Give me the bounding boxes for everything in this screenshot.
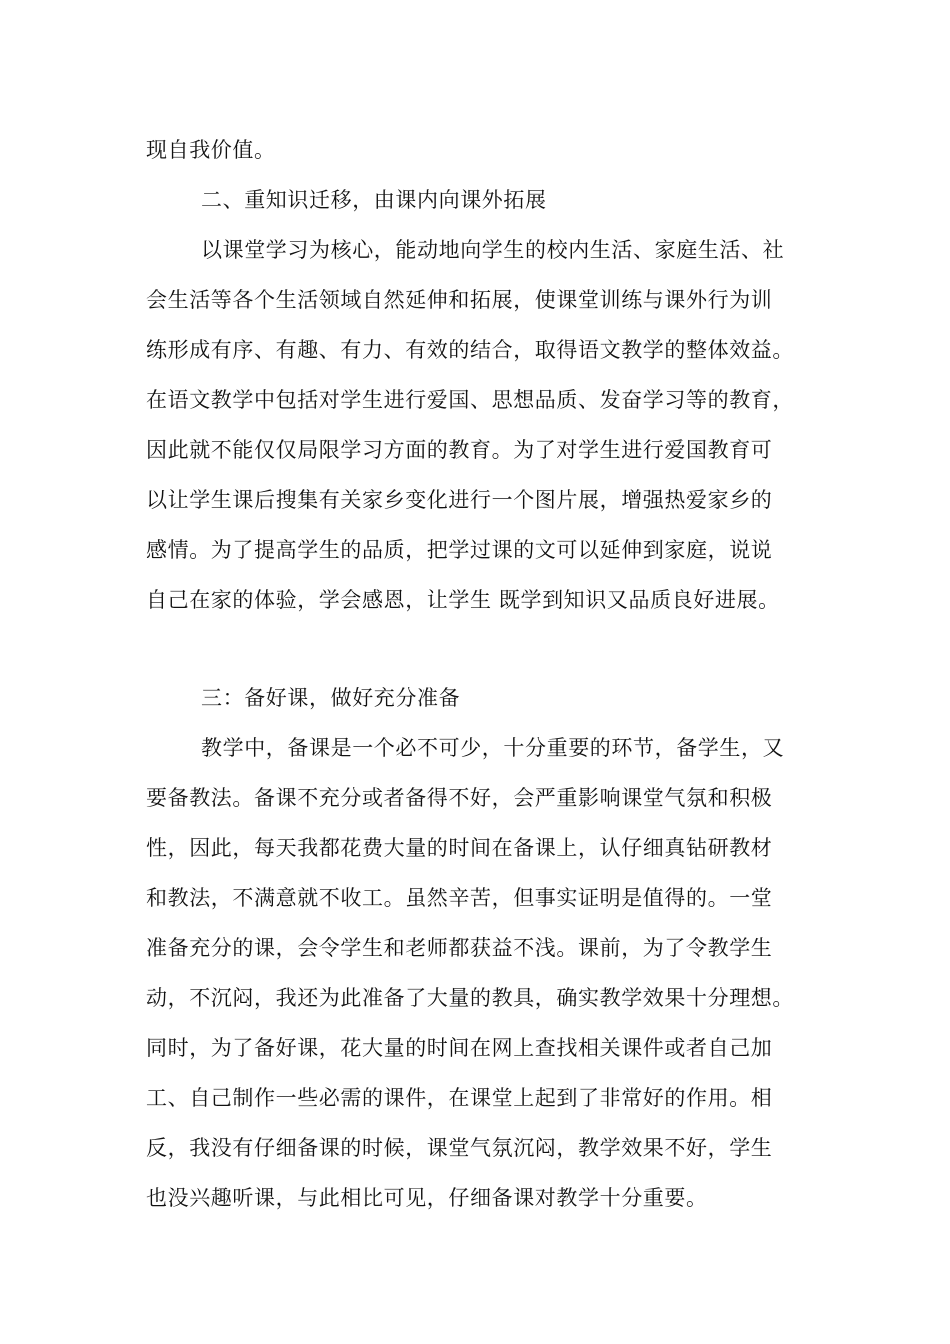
paragraph-5-line-8: 工、自己制作一些必需的课件，在课堂上起到了非常好的作用。相 — [146, 1086, 773, 1110]
paragraph-3-line-2: 会生活等各个生活领域自然延伸和拓展，使课堂训练与课外行为训 — [146, 288, 773, 312]
paragraph-1-line-1: 现自我价值。 — [146, 138, 276, 162]
paragraph-5-line-1: 教学中，备课是一个必不可少，十分重要的环节，备学生，又 — [201, 736, 785, 760]
paragraph-5-line-6: 动，不沉闷，我还为此准备了大量的教具，确实教学效果十分理想。 — [146, 986, 794, 1010]
paragraph-5-line-3: 性，因此，每天我都花费大量的时间在备课上，认仔细真钻研教材 — [146, 836, 773, 860]
paragraph-5-line-5: 准备充分的课，会令学生和老师都获益不浅。课前，为了令教学生 — [146, 936, 773, 960]
section-heading-2: 二、重知识迁移，由课内向课外拓展 — [201, 188, 547, 212]
paragraph-5-line-4: 和教法，不满意就不收工。虽然辛苦，但事实证明是值得的。一堂 — [146, 886, 773, 910]
paragraph-3-line-3: 练形成有序、有趣、有力、有效的结合，取得语文教学的整体效益。 — [146, 338, 794, 362]
paragraph-5-line-10: 也没兴趣听课，与此相比可见，仔细备课对教学十分重要。 — [146, 1186, 708, 1210]
paragraph-3-line-5: 因此就不能仅仅局限学习方面的教育。为了对学生进行爱国教育可 — [146, 438, 773, 462]
paragraph-5-line-2: 要备教法。备课不充分或者备得不好，会严重影响课堂气氛和积极 — [146, 786, 773, 810]
paragraph-5-line-9: 反，我没有仔细备课的时候，课堂气氛沉闷，教学效果不好，学生 — [146, 1136, 773, 1160]
paragraph-3-line-8: 自己在家的体验，学会感恩，让学生 既学到知识又品质良好进展。 — [146, 588, 780, 612]
paragraph-5-line-7: 同时，为了备好课，花大量的时间在网上查找相关课件或者自己加 — [146, 1036, 773, 1060]
paragraph-3-line-4: 在语文教学中包括对学生进行爱国、思想品质、发奋学习等的教育， — [146, 388, 794, 412]
paragraph-3-line-7: 感情。为了提高学生的品质，把学过课的文可以延伸到家庭，说说 — [146, 538, 773, 562]
paragraph-3-line-1: 以课堂学习为核心，能动地向学生的校内生活、家庭生活、社 — [201, 238, 785, 262]
section-heading-3: 三：备好课，做好充分准备 — [201, 686, 461, 710]
paragraph-3-line-6: 以让学生课后搜集有关家乡变化进行一个图片展，增强热爱家乡的 — [146, 488, 773, 512]
